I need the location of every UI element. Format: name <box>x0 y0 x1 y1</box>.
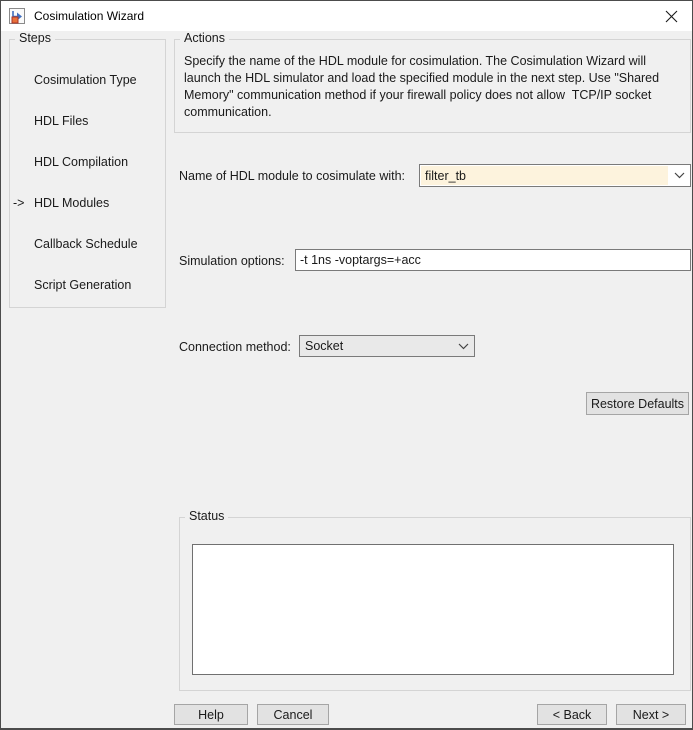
status-panel <box>179 509 691 691</box>
app-icon <box>9 8 25 24</box>
active-step-arrow: -> <box>13 195 25 210</box>
connection-method-label: Connection method: <box>179 340 291 354</box>
steps-panel <box>9 31 166 308</box>
step-item-hdl-modules-active: -> HDL Modules <box>13 195 110 210</box>
module-name-label: Name of HDL module to cosimulate with: <box>179 169 406 183</box>
connection-method-dropdown[interactable] <box>299 335 475 357</box>
steps-panel-title: Steps <box>15 31 55 45</box>
window-title: Cosimulation Wizard <box>34 9 145 23</box>
help-button[interactable]: Help <box>174 704 248 725</box>
actions-panel-title: Actions <box>180 31 229 45</box>
close-icon <box>664 9 679 24</box>
restore-defaults-button[interactable]: Restore Defaults <box>586 392 689 415</box>
actions-description: Specify the name of the HDL module for cosimulation. The Cosimulation Wizard will launch the HDL simulator and load the specified module in the next step. Use "Shared Memory" communication method if your firewall policy does not allow TCP/IP socket communication. <box>184 54 663 119</box>
close-button[interactable] <box>654 1 688 31</box>
step-item-callback-schedule: Callback Schedule <box>34 236 138 251</box>
module-name-combobox[interactable] <box>419 164 691 187</box>
simulation-options-input[interactable] <box>295 249 691 271</box>
step-item-hdl-compilation: HDL Compilation <box>34 154 129 169</box>
step-item-cosimulation-type: Cosimulation Type <box>34 72 137 87</box>
chevron-down-icon[interactable] <box>452 336 474 356</box>
step-item-script-generation: Script Generation <box>34 277 132 292</box>
step-item-hdl-files: HDL Files <box>34 113 89 128</box>
chevron-down-icon[interactable] <box>668 165 690 186</box>
cancel-button[interactable]: Cancel <box>257 704 329 725</box>
next-button[interactable]: Next > <box>616 704 686 725</box>
titlebar <box>1 1 692 31</box>
steps-list <box>10 59 165 305</box>
status-text-area[interactable] <box>192 544 674 675</box>
module-name-value: filter_tb <box>421 166 668 185</box>
status-panel-title: Status <box>185 509 228 523</box>
actions-panel <box>174 31 691 133</box>
back-button[interactable]: < Back <box>537 704 607 725</box>
simulation-options-label: Simulation options: <box>179 254 285 268</box>
connection-method-value: Socket <box>305 339 344 353</box>
